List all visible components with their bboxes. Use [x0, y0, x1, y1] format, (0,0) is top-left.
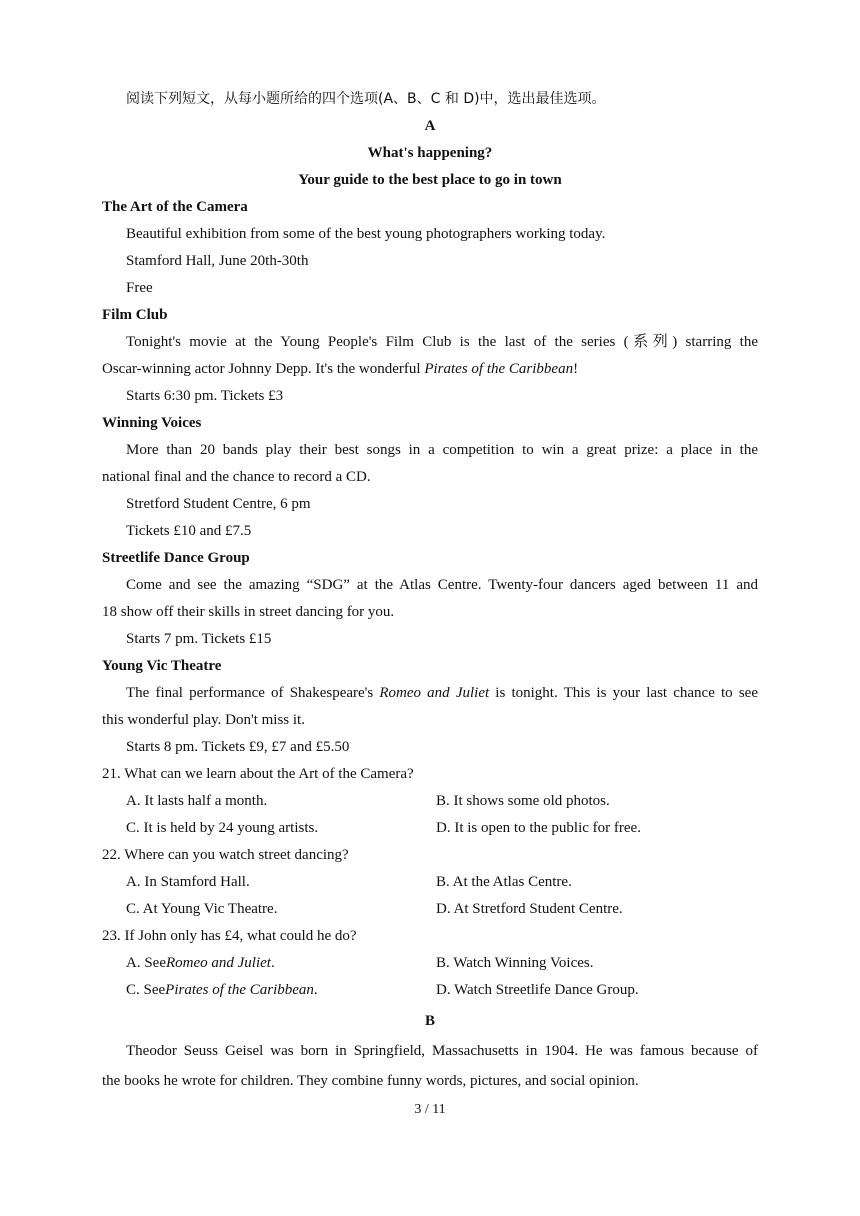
- option-row: [102, 869, 758, 896]
- question-stem: 21. What can we learn about the Art of the Camera?: [102, 766, 414, 782]
- event-heading: Winning Voices: [102, 415, 202, 431]
- event-heading: Film Club: [102, 307, 168, 323]
- option-b: B. Watch Winning Voices.: [436, 955, 594, 971]
- question-stem: 22. Where can you watch street dancing?: [102, 847, 349, 863]
- option-row: [102, 896, 758, 923]
- event-heading: The Art of the Camera: [102, 199, 248, 215]
- option-row: [102, 977, 758, 1004]
- event-description: Come and see the amazing “SDG” at the Atlas Centre. Twenty-four dancers aged between 11 and: [126, 577, 758, 593]
- option-d: D. Watch Streetlife Dance Group.: [436, 982, 639, 998]
- question-stem: 23. If John only has £4, what could he do?: [102, 928, 357, 944]
- event-venue: Stretford Student Centre, 6 pm: [126, 496, 311, 512]
- event-time-price: Starts 6:30 pm. Tickets £3: [126, 388, 284, 404]
- event-description: Beautiful exhibition from some of the best young photographers working today.: [126, 226, 606, 242]
- section-a-label: A: [424, 118, 436, 134]
- passage-b-paragraph: Theodor Seuss Geisel was born in Springfield, Massachusetts in 1904. He was famous because of the books he wrote for children. They combine funny words, pictures, and social opinion.: [102, 1043, 758, 1089]
- option-c: C. SeePirates of the Caribbean.: [126, 982, 318, 998]
- option-b: B. It shows some old photos.: [436, 793, 610, 809]
- instruction-text: 阅读下列短文，从每小题所给的四个选项(A、B、C 和 D)中，选出最佳选项。: [126, 91, 606, 107]
- event-venue: Stamford Hall, June 20th-30th: [126, 253, 309, 269]
- page-content: [102, 86, 758, 1096]
- event-description-cont: 18 show off their skills in street dancing for you.: [102, 604, 395, 620]
- event-heading: Streetlife Dance Group: [102, 550, 250, 566]
- option-c: C. It is held by 24 young artists.: [126, 820, 319, 836]
- event-description-cont: this wonderful play. Don't miss it.: [102, 712, 305, 728]
- option-c: C. At Young Vic Theatre.: [126, 901, 278, 917]
- passage-title: What's happening?: [367, 145, 493, 161]
- section-b-label: B: [424, 1013, 435, 1029]
- option-row: [102, 788, 758, 815]
- event-price: Tickets £10 and £7.5: [126, 523, 252, 539]
- option-row: [102, 815, 758, 842]
- option-a: A. In Stamford Hall.: [126, 874, 250, 890]
- passage-subtitle: Your guide to the best place to go in town: [298, 172, 562, 188]
- event-description-cont: Oscar-winning actor Johnny Depp. It's the wonderful Pirates of the Caribbean!: [102, 361, 579, 377]
- option-b: B. At the Atlas Centre.: [436, 874, 572, 890]
- page-number: 3 / 11: [414, 1102, 446, 1117]
- play-title: Romeo and Juliet: [379, 685, 490, 701]
- event-description: The final performance of Shakespeare's Romeo and Juliet is tonight. This is your last chance to see: [126, 685, 758, 701]
- option-row: [102, 950, 758, 977]
- option-a: A. It lasts half a month.: [126, 793, 268, 809]
- event-description-cont: national final and the chance to record a CD.: [102, 469, 371, 485]
- option-d: D. It is open to the public for free.: [436, 820, 641, 836]
- option-d: D. At Stretford Student Centre.: [436, 901, 623, 917]
- event-description: More than 20 bands play their best songs in a competition to win a great prize: a place in the: [126, 442, 758, 458]
- event-heading: Young Vic Theatre: [102, 658, 222, 674]
- event-time-price: Starts 8 pm. Tickets £9, £7 and £5.50: [126, 739, 350, 755]
- event-price: Free: [126, 280, 153, 296]
- film-title: Pirates of the Caribbean: [424, 361, 574, 377]
- event-time-price: Starts 7 pm. Tickets £15: [126, 631, 272, 647]
- event-description: Tonight's movie at the Young People's Film Club is the last of the series (系列) starring the: [126, 334, 758, 350]
- option-a: A. SeeRomeo and Juliet.: [126, 955, 275, 971]
